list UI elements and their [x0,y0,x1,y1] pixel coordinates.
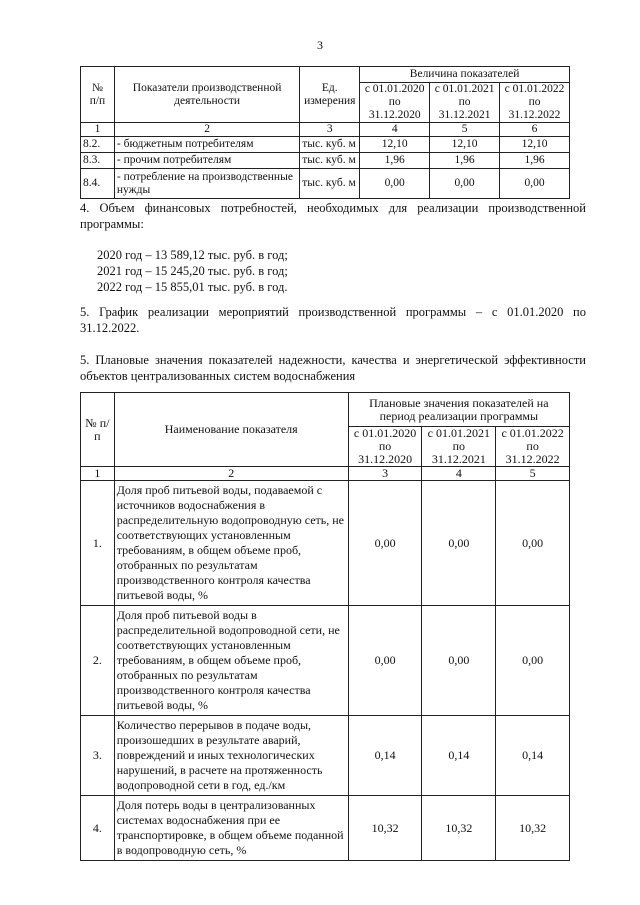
header-unit: Ед. измерения [300,67,360,123]
row-name: Доля проб питьевой воды, подаваемой с источников водоснабжения в распределительную водопроводную сеть, не соответствующих установленным требованиям, в общем объеме проб, отобранных по результатам производственного контроля качества питьевой воды, % [114,481,348,606]
row-value: 10,32 [422,796,496,861]
col-number: 2 [114,123,299,137]
financing-year-2022: 2022 год – 15 855,01 тыс. руб. в год. [97,280,288,294]
row-name: - бюджетным потребителям [114,137,299,153]
row-name: Доля потерь воды в централизованных системах водоснабжения при ее транспортировке, в общем объеме поданной в водопроводную сеть, % [114,796,348,861]
row-value: 0,00 [430,169,500,199]
row-value: 0,00 [348,481,422,606]
row-value: 1,96 [430,153,500,169]
col-number: 3 [348,467,422,481]
row-num: 8.4. [81,169,115,199]
row-value: 0,00 [360,169,430,199]
planned-values-heading: 5. Плановые значения показателей надежности, качества и энергетической эффективности объектов централизованных систем водоснабжения [80,353,586,383]
row-unit: тыс. куб. м [300,137,360,153]
col-number: 1 [81,467,115,481]
row-num: 3. [81,716,115,796]
t2-header-period-2020: с 01.01.2020 по 31.12.2020 [348,427,422,467]
financing-years-list [97,247,288,295]
row-num: 2. [81,606,115,716]
row-value: 12,10 [500,137,570,153]
row-value: 10,32 [496,796,570,861]
col-number: 4 [422,467,496,481]
t2-header-period-2022: с 01.01.2022 по 31.12.2022 [496,427,570,467]
row-num: 4. [81,796,115,861]
table-row [81,169,570,199]
row-value: 0,14 [348,716,422,796]
header-num: № п/п [81,67,115,123]
table-row [81,481,570,606]
table-row [81,796,570,861]
row-value: 12,10 [360,137,430,153]
row-name: - прочим потребителям [114,153,299,169]
col-number: 6 [500,123,570,137]
production-indicators-table [80,66,570,199]
table-row [81,153,570,169]
col-number: 2 [114,467,348,481]
row-value: 1,96 [360,153,430,169]
row-value: 10,32 [348,796,422,861]
row-name: Доля проб питьевой воды в распределительной водопроводной сети, не соответствующих установленным требованиям, в общем объеме проб, отобранных по результатам производственного контроля качества питьевой воды, % [114,606,348,716]
row-value: 0,14 [422,716,496,796]
row-name: Количество перерывов в подаче воды, произошедших в результате аварий, повреждений и иных технологических нарушений, в расчете на протяженность водопроводной сети в год, ед./км [114,716,348,796]
schedule-text: 5. График реализации мероприятий производственной программы – с 01.01.2020 по 31.12.2022. [80,305,586,335]
col-number: 4 [360,123,430,137]
table-row [81,137,570,153]
row-value: 0,00 [496,481,570,606]
row-num: 8.2. [81,137,115,153]
col-number: 1 [81,123,115,137]
row-num: 1. [81,481,115,606]
header-period-2021: с 01.01.2021 по 31.12.2021 [430,83,500,123]
table-row [81,606,570,716]
section4-text: 4. Объем финансовых потребностей, необходимых для реализации производственной программы: [80,201,586,231]
t2-header-period-2021: с 01.01.2021 по 31.12.2021 [422,427,496,467]
row-value: 0,00 [496,606,570,716]
financing-year-2021: 2021 год – 15 245,20 тыс. руб. в год; [97,264,288,278]
financing-year-2020: 2020 год – 13 589,12 тыс. руб. в год; [97,248,288,262]
row-value: 0,14 [496,716,570,796]
row-value: 0,00 [422,606,496,716]
row-value: 1,96 [500,153,570,169]
column-number-row [81,123,570,137]
t2-header-num: № п/п [81,393,115,467]
row-unit: тыс. куб. м [300,153,360,169]
row-num: 8.3. [81,153,115,169]
header-period-2020: с 01.01.2020 по 31.12.2020 [360,83,430,123]
header-indicator: Показатели производственной деятельности [114,67,299,123]
page-number: 3 [317,38,323,52]
t2-header-group: Плановые значения показателей на период реализации программы [348,393,569,427]
col-number: 5 [496,467,570,481]
header-values-group: Величина показателей [360,67,570,83]
col-number: 5 [430,123,500,137]
t2-header-name: Наименование показателя [114,393,348,467]
row-value: 0,00 [422,481,496,606]
table-row [81,716,570,796]
header-period-2022: с 01.01.2022 по 31.12.2022 [500,83,570,123]
row-name: - потребление на производственные нужды [114,169,299,199]
row-value: 12,10 [430,137,500,153]
row-unit: тыс. куб. м [300,169,360,199]
planned-indicators-table [80,392,570,861]
row-value: 0,00 [500,169,570,199]
t2-column-number-row [81,467,570,481]
col-number: 3 [300,123,360,137]
row-value: 0,00 [348,606,422,716]
